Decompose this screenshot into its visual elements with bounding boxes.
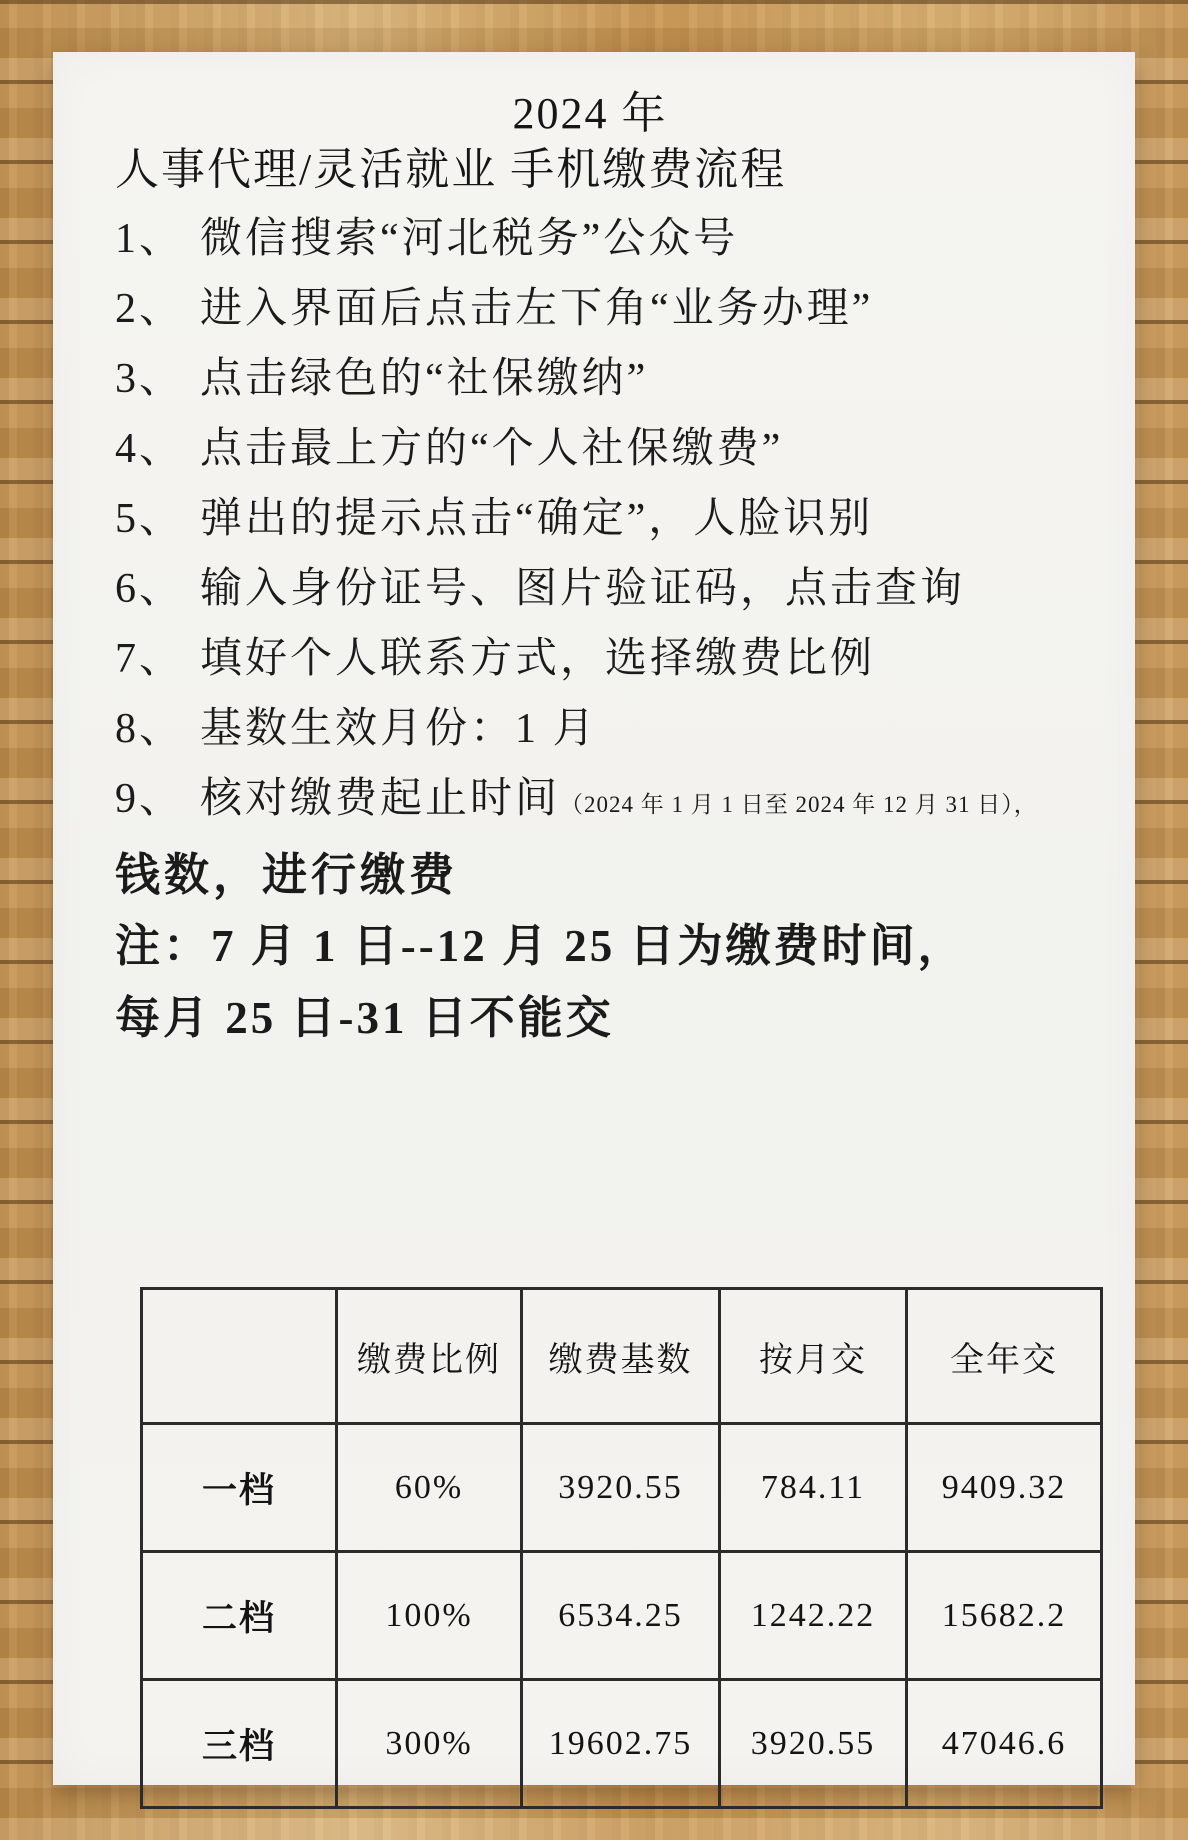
step-item-3 xyxy=(115,344,1105,414)
step-number: 9、 xyxy=(115,776,185,822)
row-label: 二档 xyxy=(142,1552,337,1680)
table-cell: 100% xyxy=(337,1552,522,1680)
table-header-cell: 缴费比例 xyxy=(337,1289,522,1424)
table-cell: 19602.75 xyxy=(522,1680,720,1808)
paper-document xyxy=(53,52,1135,1785)
step-number: 8、 xyxy=(115,706,185,752)
table-header-cell: 缴费基数 xyxy=(522,1289,720,1424)
step-item-8 xyxy=(115,694,1105,764)
table-cell: 3920.55 xyxy=(522,1424,720,1552)
table-header-cell: 全年交 xyxy=(907,1289,1102,1424)
step-text: 进入界面后点击左下角“业务办理” xyxy=(200,286,874,332)
step-item-1 xyxy=(115,204,1105,274)
table-header-cell: 按月交 xyxy=(720,1289,907,1424)
table-row xyxy=(142,1424,1102,1552)
table-cell: 3920.55 xyxy=(720,1680,907,1808)
fee-table-header-row xyxy=(142,1289,1102,1424)
step-number: 7、 xyxy=(115,636,185,682)
table-cell: 15682.2 xyxy=(907,1552,1102,1680)
step-text: 输入身份证号、图片验证码，点击查询 xyxy=(200,566,966,612)
step-text: 弹出的提示点击“确定”，人脸识别 xyxy=(200,496,874,542)
table-header-cell xyxy=(142,1289,337,1424)
step-item-7 xyxy=(115,624,1105,694)
table-cell: 1242.22 xyxy=(720,1552,907,1680)
step-number: 5、 xyxy=(115,496,185,542)
table-row xyxy=(142,1680,1102,1808)
table-cell: 784.11 xyxy=(720,1424,907,1552)
step-continuation: 钱数，进行缴费 xyxy=(115,850,459,900)
note-line-2: 每月 25 日-31 日不能交 xyxy=(115,993,614,1043)
table-cell: 6534.25 xyxy=(522,1552,720,1680)
step-item-9 xyxy=(115,764,1105,840)
table-cell: 60% xyxy=(337,1424,522,1552)
row-label: 三档 xyxy=(142,1680,337,1808)
step-item-2 xyxy=(115,274,1105,344)
table-cell: 9409.32 xyxy=(907,1424,1102,1552)
row-label: 一档 xyxy=(142,1424,337,1552)
step-item-4 xyxy=(115,414,1105,484)
document-title: 2024 年 xyxy=(512,89,668,138)
step-text: 基数生效月份：1 月 xyxy=(200,706,598,752)
step-number: 6、 xyxy=(115,566,185,612)
step-text: 微信搜索“河北税务”公众号 xyxy=(200,216,739,262)
step-text: 点击最上方的“个人社保缴费” xyxy=(200,426,784,472)
step-text: 核对缴费起止时间 xyxy=(200,776,561,822)
step-number: 4、 xyxy=(115,426,185,472)
steps-list xyxy=(115,204,1105,840)
table-cell: 300% xyxy=(337,1680,522,1808)
step-item-6 xyxy=(115,554,1105,624)
fee-table xyxy=(140,1287,1103,1809)
step-text: 点击绿色的“社保缴纳” xyxy=(200,356,649,402)
step-number: 3、 xyxy=(115,356,185,402)
note-line-1: 注：7 月 1 日--12 月 25 日为缴费时间， xyxy=(115,921,966,971)
step-item-5 xyxy=(115,484,1105,554)
table-row xyxy=(142,1552,1102,1680)
step-date-range: （2024 年 1 月 1 日至 2024 年 12 月 31 日）， xyxy=(560,792,1038,817)
step-number: 1、 xyxy=(115,216,185,262)
step-text: 填好个人联系方式，选择缴费比例 xyxy=(200,636,876,682)
table-cell: 47046.6 xyxy=(907,1680,1102,1808)
step-number: 2、 xyxy=(115,286,185,332)
document-subtitle: 人事代理/灵活就业 手机缴费流程 xyxy=(115,145,787,194)
